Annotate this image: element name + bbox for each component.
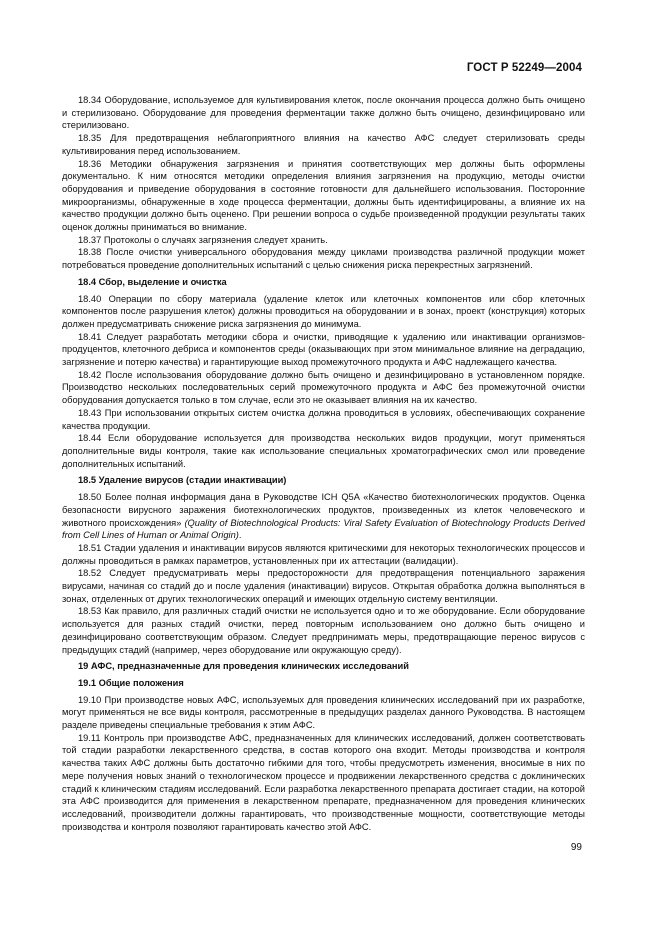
- heading-19-1: 19.1 Общие положения: [78, 677, 184, 688]
- paragraph-18-41: 18.41 Следует разработать методики сбора и очистки, приводящие к удалению или инактивации организмов-продуцентов, клеточного дебриса и компонентов среды (оказывающих при этом минимальное влияние на деградацию, загрязнение и потерю качества) и гарантирующие выход промежуточного продукта и АФС надлежащего качества.: [62, 331, 585, 368]
- paragraph-18-53: 18.53 Как правило, для различных стадий очистки не используется одно и то же оборудование. Если оборудование используется для разных стадий очистки, перед повторным использованием оно должно быть очищено и дезинфицировано соответствующим образом. Следует предпринимать меры, предотвращающие перенос вирусов с предыдущих стадий (например, через оборудование или окружающую среду).: [62, 606, 585, 655]
- page-number: 99: [570, 842, 582, 853]
- paragraph-18-37: 18.37 Протоколы о случаях загрязнения следует хранить.: [78, 234, 328, 245]
- paragraph-18-50-italic: (Quality of Biotechnological Products: Viral Safety Evaluation of Biotechnology Products Derived from Cell Lines of Human or Animal Origin): [62, 517, 586, 541]
- document-id: ГОСТ Р 52249—2004: [466, 62, 582, 74]
- document-body: [62, 94, 585, 833]
- heading-18-4: 18.4 Сбор, выделение и очистка: [78, 276, 227, 287]
- paragraph-18-43: 18.43 При использовании открытых систем очистка должна проводиться в условиях, обеспечивающих сохранение качества продукции.: [62, 407, 585, 431]
- heading-19: 19 АФС, предназначенные для проведения клинических исследований: [78, 661, 409, 672]
- paragraph-19-10: 19.10 При производстве новых АФС, используемых для проведения клинических исследований при их разработке, могут применяться не все виды контроля, рассмотренные в предыдущих разделах данного Руководства. В настоящем разделе приведены специальные требования к этим АФС.: [62, 694, 585, 731]
- paragraph-18-51: 18.51 Стадии удаления и инактивации вирусов являются критическими для некоторых технологических процессов и должны проводиться в рамках параметров, установленных при их аттестации (валидации).: [62, 542, 585, 566]
- paragraph-18-34: 18.34 Оборудование, используемое для культивирования клеток, после окончания процесса должно быть очищено и стерилизовано. Оборудование для проведения ферментации также должно быть очищено, дезинфицировано или стерилизовано.: [62, 95, 585, 131]
- paragraph-18-50: [62, 491, 585, 542]
- paragraph-18-35: 18.35 Для предотвращения неблагоприятного влияния на качество АФС следует стерилизовать среды культивирования перед использованием.: [62, 133, 585, 156]
- paragraph-18-42: 18.42 После использования оборудование должно быть очищено и дезинфицировано в установленном порядке. Производство нескольких последовательных серий промежуточного продукта и АФС без промежуточной очистки оборудования допускается только в том случае, если это не оказывает влияния на их качество.: [62, 369, 585, 406]
- paragraph-18-44: 18.44 Если оборудование используется для производства нескольких видов продукции, могут применяться дополнительные виды контроля, такие как использование специальных хроматографических смол или проведение дополнительных испытаний.: [62, 433, 585, 469]
- paragraph-18-50-text: 18.50 Более полная информация дана в Руководстве ICH Q5A «Качество биотехнологических продуктов. Оценка безопасности вирусного заражения биотехнологических продуктов, произведенных из клеток человеческого и животного происхождения»: [62, 492, 585, 528]
- paragraph-18-36: 18.36 Методики обнаружения загрязнения и принятия соответствующих мер должны быть оформлены документально. К ним относятся методики определения влияния загрязнения на продукцию, методы очистки оборудования и приведение оборудования в состояние готовности для дальнейшего использования. Посторонние микроорганизмы, обнаруженные в ходе процесса ферментации, должны быть идентифицированы, а влияние их на качество продукции должно быть оценено. При решении вопроса о судьбе произведенной продукции результаты таких оценок должны приниматься во внимание.: [62, 158, 585, 233]
- paragraph-18-50-tail: .: [238, 530, 242, 541]
- paragraph-18-52: 18.52 Следует предусматривать меры предосторожности для предотвращения потенциального заражения вирусами, начиная со стадий до и после удаления (инактивации) вирусов. Открытая обработка должна выполняться в зонах, отделенных от других технологических операций и имеющих отдельную систему вентиляции.: [62, 568, 585, 604]
- paragraph-18-38: 18.38 После очистки универсального оборудования между циклами производства различной продукции может потребоваться проведение дополнительных испытаний с целью снижения риска перекрестных загрязнений.: [62, 247, 585, 271]
- paragraph-19-11: 19.11 Контроль при производстве АФС, предназначенных для клинических исследований, должен соответствовать той стадии разработки лекарственного средства, в состав которого она входит. Методы производства и контроля качества таких АФС должны быть достаточно гибкими для того, чтобы предусмотреть изменения, вносимые в них по мере получения новых знаний о технологическом процессе и продвижении лекарственного средства с доклинических стадий к клиническим стадиям исследований. Если разработка лекарственного препарата достигает стадии, на которой эта АФС производится для применения в лекарственном препарате, предназначенном для проведения клинических исследований, производители должны гарантировать, что производственные мощности, соответствующие методы производства и контроля позволяют гарантировать качество этой АФС.: [62, 732, 585, 832]
- paragraph-18-40: 18.40 Операции по сбору материала (удаление клеток или клеточных компонентов или сбор клеточных компонентов после разрушения клеток) должны проводиться на оборудовании и в зонах, проект (конструкция) которых должен предусматривать снижение риска загрязнения до минимума.: [62, 293, 585, 329]
- heading-18-5: 18.5 Удаление вирусов (стадии инактивации): [78, 475, 287, 486]
